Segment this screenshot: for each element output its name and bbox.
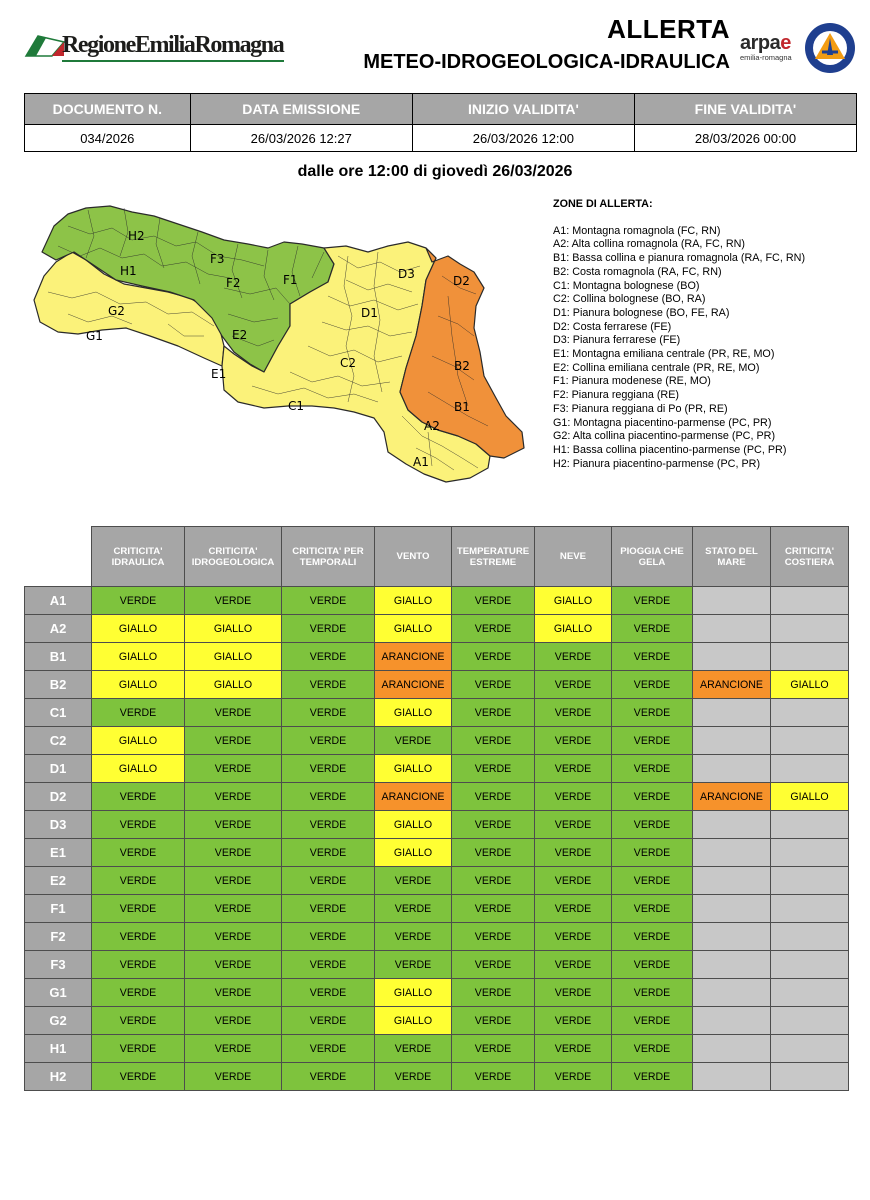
table-row xyxy=(25,587,849,615)
alert-cell: VERDE xyxy=(92,979,185,1007)
alert-cell: VERDE xyxy=(92,699,185,727)
alert-cell xyxy=(771,979,849,1007)
zone-label: B1 xyxy=(25,643,92,671)
alert-cell: VERDE xyxy=(612,615,693,643)
alert-cell: VERDE xyxy=(612,1063,693,1091)
alert-cell: ARANCIONE xyxy=(693,783,771,811)
legend-item: F2: Pianura reggiana (RE) xyxy=(553,389,680,402)
alert-cell: VERDE xyxy=(612,867,693,895)
alert-cell: GIALLO xyxy=(185,615,282,643)
alert-cell: GIALLO xyxy=(375,755,452,783)
map-label-f3: F3 xyxy=(210,252,225,266)
validity-subtitle: dalle ore 12:00 di giovedì 26/03/2026 xyxy=(297,163,573,180)
alert-cell xyxy=(693,867,771,895)
alert-cell: VERDE xyxy=(185,587,282,615)
alert-cell: VERDE xyxy=(452,727,535,755)
alert-cell: VERDE xyxy=(612,839,693,867)
map-label-g2: G2 xyxy=(108,304,125,318)
alert-cell: VERDE xyxy=(452,755,535,783)
alert-cell: VERDE xyxy=(185,1007,282,1035)
zone-label: A2 xyxy=(25,615,92,643)
alert-cell: VERDE xyxy=(535,979,612,1007)
alert-cell: VERDE xyxy=(282,727,375,755)
legend-item: D2: Costa ferrarese (FE) xyxy=(553,320,672,333)
table-row xyxy=(25,979,849,1007)
alert-cell: VERDE xyxy=(185,699,282,727)
alert-cell xyxy=(771,755,849,783)
alert-cell: VERDE xyxy=(452,1063,535,1091)
zone-label: H2 xyxy=(25,1063,92,1091)
alert-cell: VERDE xyxy=(92,811,185,839)
alert-cell: VERDE xyxy=(535,727,612,755)
alert-cell: VERDE xyxy=(92,783,185,811)
alert-cell: VERDE xyxy=(282,699,375,727)
alert-cell xyxy=(771,811,849,839)
info-header-fine-validita: FINE VALIDITA' xyxy=(634,94,856,125)
table-row xyxy=(25,867,849,895)
alert-cell: VERDE xyxy=(92,1007,185,1035)
alert-cell xyxy=(693,1063,771,1091)
regione-emilia-romagna-logo xyxy=(24,30,284,64)
info-documento-value: 034/2026 xyxy=(25,125,191,152)
document-info-table xyxy=(24,93,857,152)
alert-cell: GIALLO xyxy=(375,811,452,839)
alert-cell: VERDE xyxy=(452,951,535,979)
zone-label: H1 xyxy=(25,1035,92,1063)
info-header-inizio-validita: INIZIO VALIDITA' xyxy=(412,94,634,125)
alert-cell: VERDE xyxy=(185,783,282,811)
alert-cell: VERDE xyxy=(452,811,535,839)
alert-cell: VERDE xyxy=(282,755,375,783)
alert-level-table xyxy=(24,526,849,1091)
alert-cell: VERDE xyxy=(92,1035,185,1063)
alert-cell: VERDE xyxy=(612,755,693,783)
column-header: TEMPERATURE ESTREME xyxy=(452,527,535,587)
table-row xyxy=(25,1035,849,1063)
alert-cell xyxy=(693,951,771,979)
table-corner xyxy=(25,527,92,587)
map-label-g1: G1 xyxy=(86,329,103,343)
alert-cell: VERDE xyxy=(612,643,693,671)
legend-item: D1: Pianura bolognese (BO, FE, RA) xyxy=(553,306,730,319)
zone-label: C2 xyxy=(25,727,92,755)
alert-cell: VERDE xyxy=(535,755,612,783)
zone-label: G2 xyxy=(25,1007,92,1035)
alert-cell: VERDE xyxy=(612,699,693,727)
legend-item: G1: Montagna piacentino-parmense (PC, PR) xyxy=(553,416,772,429)
alert-cell xyxy=(771,951,849,979)
zone-label: E1 xyxy=(25,839,92,867)
alert-cell: VERDE xyxy=(452,923,535,951)
alert-cell: VERDE xyxy=(612,895,693,923)
alert-cell: VERDE xyxy=(185,839,282,867)
legend-item: C1: Montagna bolognese (BO) xyxy=(553,279,700,292)
alert-cell: VERDE xyxy=(185,951,282,979)
alert-cell: VERDE xyxy=(282,895,375,923)
map-label-a2: A2 xyxy=(424,419,440,433)
alert-cell xyxy=(693,1007,771,1035)
table-row xyxy=(25,951,849,979)
alert-cell: VERDE xyxy=(282,783,375,811)
zone-label: G1 xyxy=(25,979,92,1007)
alert-cell: VERDE xyxy=(282,839,375,867)
alert-cell: VERDE xyxy=(185,867,282,895)
regione-flag-icon xyxy=(24,32,66,58)
alert-cell: VERDE xyxy=(452,979,535,1007)
legend-item: H1: Bassa collina piacentino-parmense (PC, PR) xyxy=(553,443,787,456)
alert-cell: VERDE xyxy=(375,727,452,755)
legend-item: C2: Collina bolognese (BO, RA) xyxy=(553,293,706,306)
alert-cell xyxy=(693,811,771,839)
alert-cell: VERDE xyxy=(375,867,452,895)
table-row xyxy=(25,1007,849,1035)
alert-cell: VERDE xyxy=(612,783,693,811)
info-fine-validita-value: 28/03/2026 00:00 xyxy=(634,125,856,152)
alert-cell: GIALLO xyxy=(375,1007,452,1035)
legend-item: B2: Costa romagnola (RA, FC, RN) xyxy=(553,265,722,278)
legend-item: G2: Alta collina piacentino-parmense (PC, PR) xyxy=(553,430,776,443)
alert-cell: VERDE xyxy=(612,1035,693,1063)
zone-label: B2 xyxy=(25,671,92,699)
alert-cell: VERDE xyxy=(92,839,185,867)
info-inizio-validita-value: 26/03/2026 12:00 xyxy=(412,125,634,152)
map-label-b1: B1 xyxy=(454,400,470,414)
alert-cell: GIALLO xyxy=(92,727,185,755)
alert-cell: VERDE xyxy=(452,1007,535,1035)
map-label-h1: H1 xyxy=(120,264,137,278)
protezione-civile-logo xyxy=(804,22,856,74)
zone-label: A1 xyxy=(25,587,92,615)
alert-cell: VERDE xyxy=(535,867,612,895)
info-data-emissione-value: 26/03/2026 12:27 xyxy=(190,125,412,152)
alert-cell: GIALLO xyxy=(92,643,185,671)
alert-cell xyxy=(771,699,849,727)
alert-cell xyxy=(693,839,771,867)
alert-cell xyxy=(693,755,771,783)
title-meteo: METEO-IDROGEOLOGICA-IDRAULICA xyxy=(363,51,730,73)
alert-cell: GIALLO xyxy=(771,671,849,699)
alert-cell: ARANCIONE xyxy=(375,783,452,811)
legend-item: A2: Alta collina romagnola (RA, FC, RN) xyxy=(553,238,746,251)
column-header: CRITICITA' IDROGEOLOGICA xyxy=(185,527,282,587)
alert-cell xyxy=(693,587,771,615)
map-label-d3: D3 xyxy=(398,267,415,281)
alert-cell: GIALLO xyxy=(535,615,612,643)
alert-cell xyxy=(771,1035,849,1063)
map-label-e1: E1 xyxy=(211,367,227,381)
alert-cell: VERDE xyxy=(375,1063,452,1091)
table-row xyxy=(25,643,849,671)
alert-cell xyxy=(771,923,849,951)
map-label-c1: C1 xyxy=(288,399,305,413)
column-header: CRITICITA' IDRAULICA xyxy=(92,527,185,587)
map-label-f1: F1 xyxy=(283,273,298,287)
alert-cell: VERDE xyxy=(535,643,612,671)
zone-label: E2 xyxy=(25,867,92,895)
alert-cell: VERDE xyxy=(282,867,375,895)
map-label-f2: F2 xyxy=(226,276,241,290)
column-header: CRITICITA' PER TEMPORALI xyxy=(282,527,375,587)
alert-cell: VERDE xyxy=(185,727,282,755)
alert-cell xyxy=(693,1035,771,1063)
alert-cell: VERDE xyxy=(375,1035,452,1063)
alert-cell: VERDE xyxy=(452,895,535,923)
alert-cell: VERDE xyxy=(612,671,693,699)
column-header: NEVE xyxy=(535,527,612,587)
map-label-e2: E2 xyxy=(232,328,248,342)
alert-cell: VERDE xyxy=(535,811,612,839)
alert-cell: GIALLO xyxy=(92,615,185,643)
alert-cell: VERDE xyxy=(452,587,535,615)
alert-cell: VERDE xyxy=(535,671,612,699)
alert-cell: VERDE xyxy=(535,699,612,727)
alert-cell: GIALLO xyxy=(375,699,452,727)
alert-zones-map xyxy=(28,196,544,490)
alert-cell xyxy=(771,1063,849,1091)
alert-cell xyxy=(771,1007,849,1035)
alert-cell: VERDE xyxy=(185,979,282,1007)
alert-cell: ARANCIONE xyxy=(693,671,771,699)
alert-cell xyxy=(693,727,771,755)
table-row xyxy=(25,923,849,951)
alert-cell: VERDE xyxy=(612,923,693,951)
table-row xyxy=(25,783,849,811)
alert-cell: VERDE xyxy=(282,671,375,699)
alert-cell xyxy=(771,727,849,755)
legend-item: E1: Montagna emiliana centrale (PR, RE, MO) xyxy=(553,348,775,361)
legend-item: D3: Pianura ferrarese (FE) xyxy=(553,334,681,347)
alert-cell xyxy=(693,699,771,727)
alert-cell: VERDE xyxy=(452,643,535,671)
column-header: STATO DEL MARE xyxy=(693,527,771,587)
zone-label: F1 xyxy=(25,895,92,923)
alert-cell xyxy=(771,643,849,671)
alert-cell: ARANCIONE xyxy=(375,643,452,671)
table-row xyxy=(25,895,849,923)
column-header: CRITICITA' COSTIERA xyxy=(771,527,849,587)
info-header-documento: DOCUMENTO N. xyxy=(25,94,191,125)
logo-underline xyxy=(62,60,284,62)
alert-cell: GIALLO xyxy=(771,783,849,811)
zone-label: F3 xyxy=(25,951,92,979)
map-label-d1: D1 xyxy=(361,306,378,320)
alert-cell: VERDE xyxy=(452,1035,535,1063)
alert-cell: VERDE xyxy=(535,895,612,923)
alert-cell xyxy=(693,979,771,1007)
legend-item: F3: Pianura reggiana di Po (PR, RE) xyxy=(553,402,728,415)
table-row xyxy=(25,811,849,839)
legend-item: A1: Montagna romagnola (FC, RN) xyxy=(553,224,721,237)
zone-legend xyxy=(553,198,863,471)
alert-cell: VERDE xyxy=(282,643,375,671)
alert-cell: VERDE xyxy=(375,895,452,923)
table-row xyxy=(25,727,849,755)
alert-cell: VERDE xyxy=(612,727,693,755)
alert-cell: VERDE xyxy=(535,923,612,951)
alert-cell: VERDE xyxy=(375,951,452,979)
alert-cell: VERDE xyxy=(452,699,535,727)
alert-cell: VERDE xyxy=(92,867,185,895)
alert-cell: VERDE xyxy=(282,1035,375,1063)
alert-cell: VERDE xyxy=(282,1007,375,1035)
alert-cell: GIALLO xyxy=(185,643,282,671)
map-label-a1: A1 xyxy=(413,455,429,469)
alert-cell: VERDE xyxy=(612,979,693,1007)
table-row xyxy=(25,671,849,699)
legend-title: ZONE DI ALLERTA: xyxy=(553,198,653,210)
alert-cell: GIALLO xyxy=(185,671,282,699)
alert-cell: VERDE xyxy=(185,755,282,783)
alert-cell xyxy=(771,615,849,643)
alert-cell: VERDE xyxy=(612,587,693,615)
alert-cell: VERDE xyxy=(92,587,185,615)
map-label-c2: C2 xyxy=(340,356,357,370)
zone-label: D1 xyxy=(25,755,92,783)
alert-cell: VERDE xyxy=(92,951,185,979)
alert-cell: GIALLO xyxy=(92,755,185,783)
alert-cell: VERDE xyxy=(185,923,282,951)
alert-cell: VERDE xyxy=(452,867,535,895)
alert-cell xyxy=(693,615,771,643)
alert-cell: VERDE xyxy=(282,811,375,839)
alert-cell: VERDE xyxy=(612,1007,693,1035)
table-row xyxy=(25,755,849,783)
alert-cell: VERDE xyxy=(92,1063,185,1091)
zone-label: D3 xyxy=(25,811,92,839)
alert-cell: VERDE xyxy=(612,951,693,979)
alert-cell: GIALLO xyxy=(375,979,452,1007)
title-allerta: ALLERTA xyxy=(607,14,730,44)
legend-item: B1: Bassa collina e pianura romagnola (RA, FC, RN) xyxy=(553,252,806,265)
alert-cell xyxy=(693,643,771,671)
alert-cell: VERDE xyxy=(185,1035,282,1063)
legend-item: F1: Pianura modenese (RE, MO) xyxy=(553,375,711,388)
alert-cell xyxy=(771,587,849,615)
alert-cell: VERDE xyxy=(185,811,282,839)
alert-cell xyxy=(771,895,849,923)
column-header: VENTO xyxy=(375,527,452,587)
alert-cell: GIALLO xyxy=(375,587,452,615)
column-header: PIOGGIA CHE GELA xyxy=(612,527,693,587)
alert-cell: VERDE xyxy=(452,671,535,699)
arpae-logo-text: arpae xyxy=(740,32,791,54)
alert-cell: VERDE xyxy=(375,923,452,951)
alert-cell: VERDE xyxy=(535,951,612,979)
table-row xyxy=(25,1063,849,1091)
arpae-logo-sub: emilia-romagna xyxy=(740,53,792,62)
alert-cell: VERDE xyxy=(612,811,693,839)
alert-cell: VERDE xyxy=(282,951,375,979)
alert-cell: VERDE xyxy=(282,615,375,643)
alert-cell: VERDE xyxy=(452,615,535,643)
table-row xyxy=(25,839,849,867)
alert-cell: VERDE xyxy=(535,1063,612,1091)
arpae-logo xyxy=(740,33,798,63)
alert-cell: VERDE xyxy=(535,1007,612,1035)
alert-cell xyxy=(693,923,771,951)
zone-label: F2 xyxy=(25,923,92,951)
legend-item: E2: Collina emiliana centrale (PR, RE, MO) xyxy=(553,361,760,374)
alert-cell: ARANCIONE xyxy=(375,671,452,699)
alert-cell: GIALLO xyxy=(535,587,612,615)
alert-cell: VERDE xyxy=(535,839,612,867)
alert-cell: VERDE xyxy=(282,587,375,615)
alert-cell: VERDE xyxy=(185,1063,282,1091)
alert-cell xyxy=(693,895,771,923)
map-label-b2: B2 xyxy=(454,359,470,373)
alert-cell: VERDE xyxy=(92,895,185,923)
alert-cell xyxy=(771,867,849,895)
alert-cell: VERDE xyxy=(535,1035,612,1063)
alert-cell: GIALLO xyxy=(375,839,452,867)
alert-cell: VERDE xyxy=(452,839,535,867)
zone-label: C1 xyxy=(25,699,92,727)
alert-cell: VERDE xyxy=(535,783,612,811)
alert-cell: VERDE xyxy=(185,895,282,923)
legend-item: H2: Pianura piacentino-parmense (PC, PR) xyxy=(553,457,761,470)
table-row xyxy=(25,699,849,727)
alert-cell xyxy=(771,839,849,867)
map-label-d2: D2 xyxy=(453,274,470,288)
alert-cell: VERDE xyxy=(282,1063,375,1091)
alert-cell: VERDE xyxy=(452,783,535,811)
zone-label: D2 xyxy=(25,783,92,811)
region-logo-text: RegioneEmiliaRomagna xyxy=(62,32,284,58)
alert-cell: GIALLO xyxy=(375,615,452,643)
alert-cell: VERDE xyxy=(282,979,375,1007)
alert-cell: VERDE xyxy=(282,923,375,951)
info-header-data-emissione: DATA EMISSIONE xyxy=(190,94,412,125)
alert-cell: GIALLO xyxy=(92,671,185,699)
table-row xyxy=(25,615,849,643)
alert-cell: VERDE xyxy=(92,923,185,951)
map-label-h2: H2 xyxy=(128,229,145,243)
